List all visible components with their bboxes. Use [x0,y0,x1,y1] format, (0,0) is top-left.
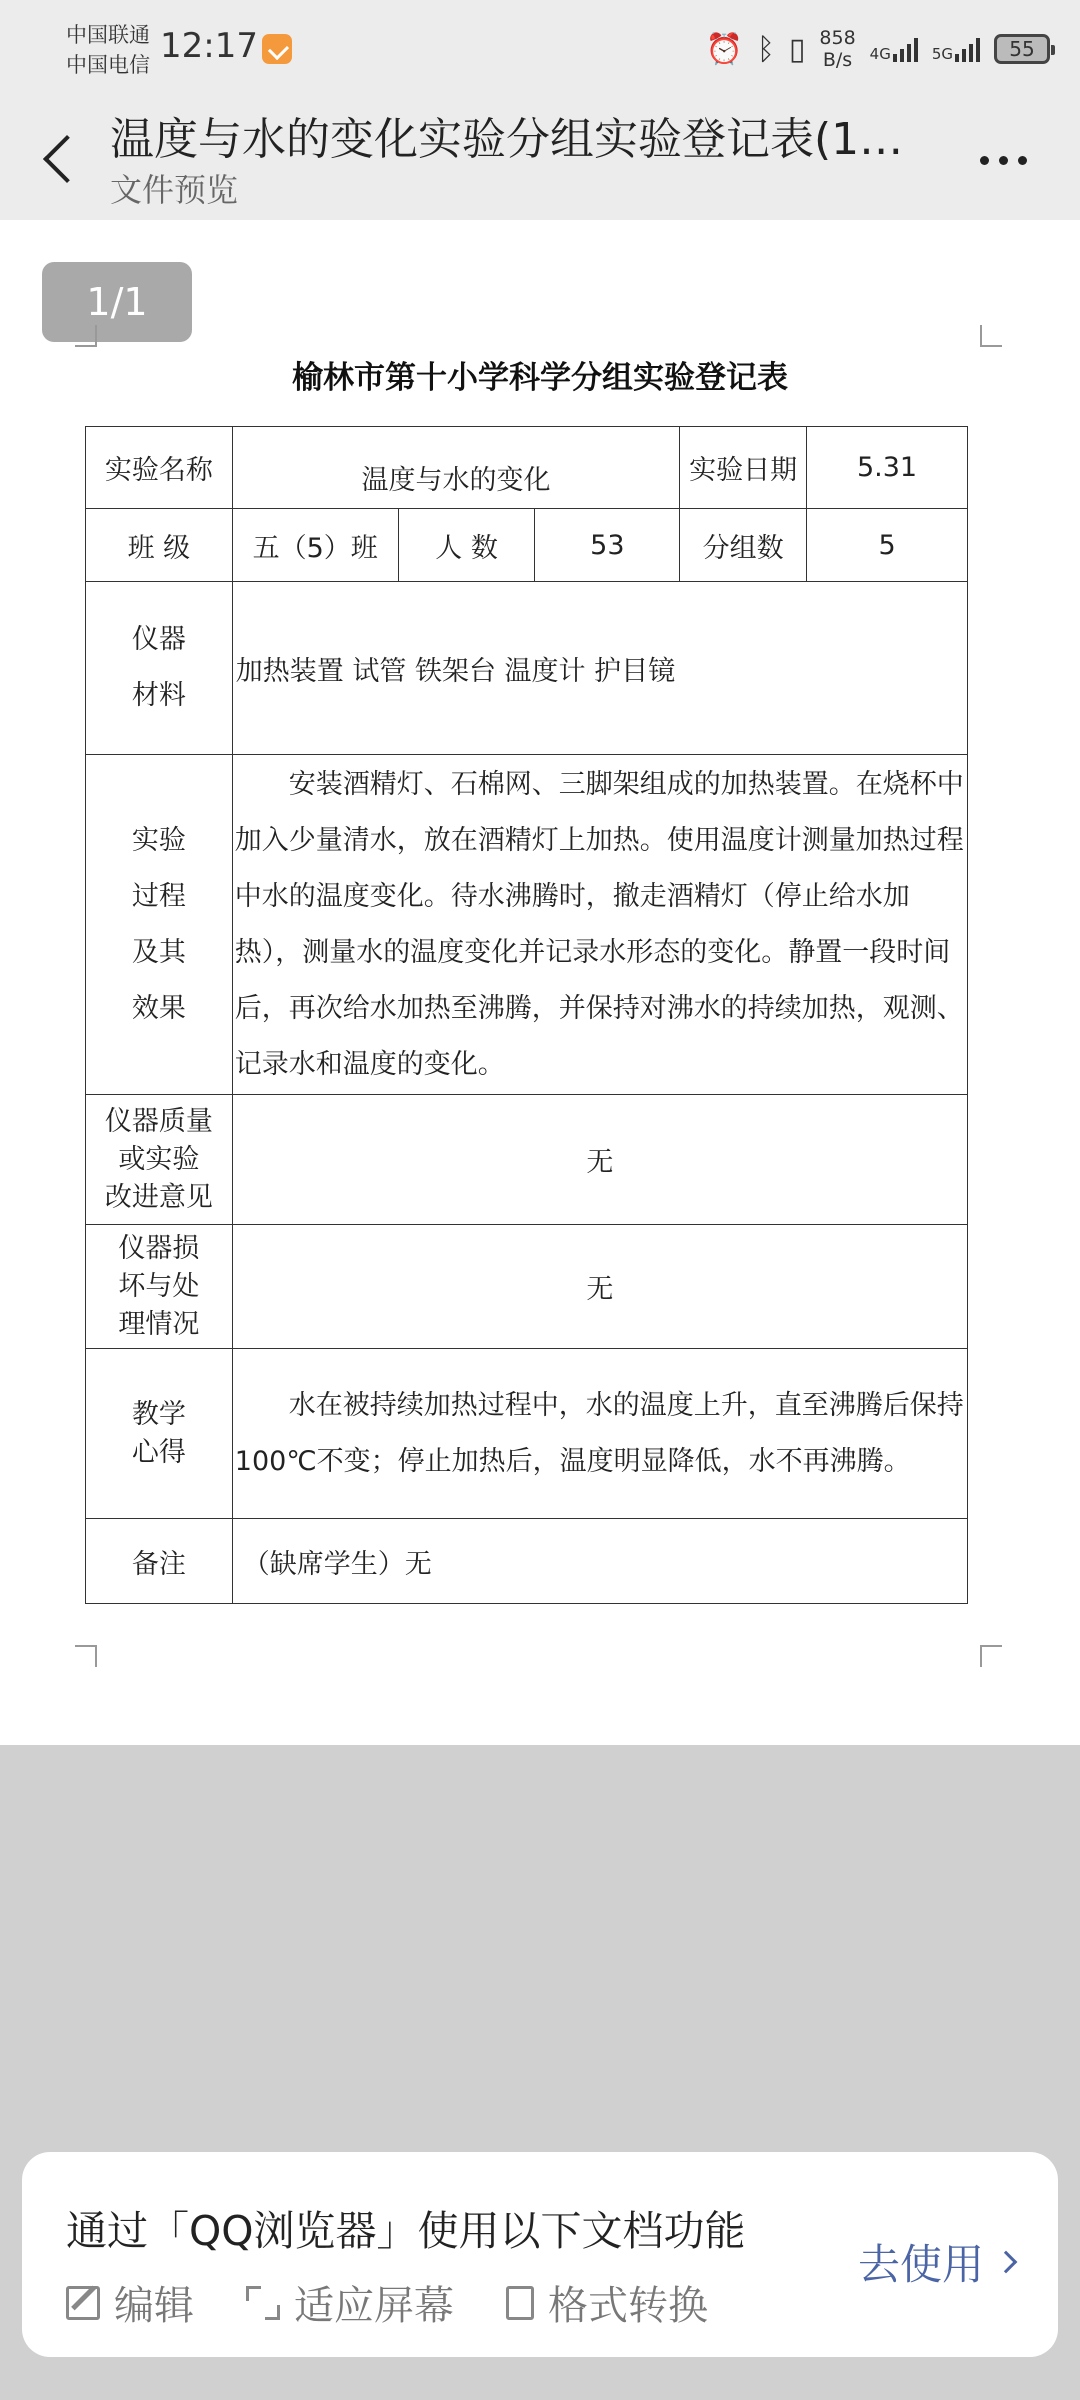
more-options-icon[interactable] [980,140,1040,180]
qq-browser-promo-card[interactable] [22,2152,1058,2357]
fit-screen-icon [246,2286,280,2320]
cell-value: 无 [232,1225,967,1349]
document-title: 榆林市第十小学科学分组实验登记表 [292,360,788,396]
status-bar [0,0,1080,84]
cell-label: 实验名称 [86,427,233,509]
feature-edit[interactable]: 编辑 [66,2274,194,2331]
promo-text: 通过「QQ浏览器」使用以下文档功能 [66,2207,746,2255]
vibrate-icon: ▯ [788,31,806,67]
network-speed: 858 B/s [819,27,856,71]
top-bar [0,0,1080,220]
page-corner-mark [75,325,97,347]
table-row [86,509,968,582]
app-notification-icon [262,34,292,64]
feature-fit-screen[interactable]: 适应屏幕 [246,2274,454,2331]
table-row [86,1519,968,1604]
cell-value: 温度与水的变化 [232,427,679,509]
document-page[interactable] [0,220,1080,1745]
battery-icon: 55 [994,34,1050,64]
cell-label: 人 数 [398,509,535,582]
alarm-icon: ⏰ [705,31,743,67]
page-subtitle: 文件预览 [110,171,239,209]
carrier-2: 中国电信 [66,53,150,77]
cell-label: 实验 过程 及其 效果 [86,755,233,1095]
page-title: 温度与水的变化实验分组实验登记表(1… [110,114,904,165]
cell-value: 五（5）班 [232,509,398,582]
cell-value: （缺席学生）无 [232,1519,967,1604]
cell-label: 仪器 材料 [86,582,233,755]
cell-label: 实验日期 [680,427,807,509]
cell-label: 教学 心得 [86,1349,233,1519]
cell-value: 水在被持续加热过程中，水的温度上升，直至沸腾后保持100℃不变；停止加热后，温度明显降低，水不再沸腾。 [232,1349,967,1519]
cell-value: 53 [535,509,680,582]
cell-value: 无 [232,1095,967,1225]
cell-label: 仪器损 坏与处 理情况 [86,1225,233,1349]
back-arrow-icon[interactable] [40,130,80,190]
cell-value: 加热装置 试管 铁架台 温度计 护目镜 [232,582,967,755]
chevron-right-icon [995,2251,1018,2274]
cell-value: 5.31 [807,427,968,509]
table-row [86,1095,968,1225]
table-row [86,755,968,1095]
status-icons [706,24,1050,74]
signal-bars-icon [955,36,980,62]
cell-value: 5 [807,509,968,582]
carrier-1: 中国联通 [66,23,150,47]
app-header [0,95,1080,220]
signal-bars-icon [893,36,918,62]
cell-label: 班 级 [86,509,233,582]
cell-value: 安装酒精灯、石棉网、三脚架组成的加热装置。在烧杯中加入少量清水，放在酒精灯上加热。使用温度计测量加热过程中水的温度变化。待水沸腾时，撤走酒精灯（停止给水加热），测量水的温度变化并记录水形态的变化。静置一段时间后，再次给水加热至沸腾，并保持对沸水的持续加热，观测、记录水和温度的变化。 [232,755,967,1095]
file-icon [506,2286,534,2320]
page-indicator: 1/1 [42,262,192,342]
carrier-info [66,20,150,80]
table-row [86,427,968,509]
registration-table [85,426,968,1604]
cell-label: 备注 [86,1519,233,1604]
table-row [86,582,968,755]
page-corner-mark [75,1645,97,1667]
table-row [86,1225,968,1349]
signal-1: 4G [870,36,918,62]
cell-label: 分组数 [680,509,807,582]
feature-format-convert[interactable]: 格式转换 [506,2274,708,2331]
cell-label: 仪器质量 或实验 改进意见 [86,1095,233,1225]
page-corner-mark [980,325,1002,347]
clock: 12:17 [160,26,258,66]
table-row [86,1349,968,1519]
bluetooth-icon: ᛒ [756,31,775,67]
use-now-button[interactable]: 去使用 [858,2232,1014,2292]
signal-2: 5G [932,36,980,62]
promo-features [66,2274,708,2331]
page-corner-mark [980,1645,1002,1667]
edit-icon [66,2286,100,2320]
